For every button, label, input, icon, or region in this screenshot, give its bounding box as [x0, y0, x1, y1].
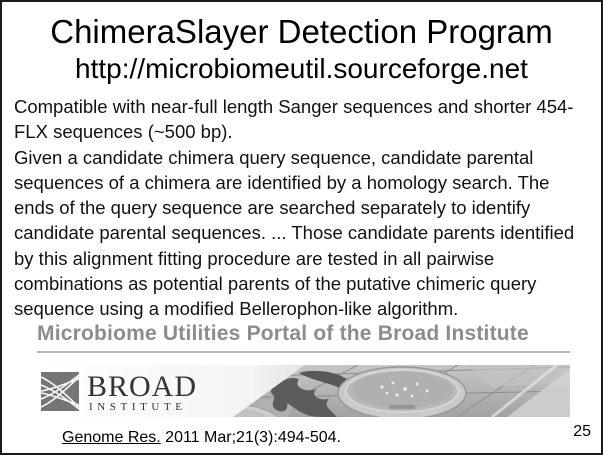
body-text — [14, 94, 599, 322]
body-line: sequence using a modified Bellerophon-like algorithm. — [14, 298, 459, 320]
body-line: FLX sequences (~500 bp). — [14, 121, 233, 143]
slide-subtitle-url: http://microbiomeutil.sourceforge.net — [75, 53, 528, 84]
body-line: sequences of a chimera are identified by a homology search. The — [14, 171, 550, 193]
citation — [62, 429, 341, 447]
broad-institute-banner-image — [37, 365, 570, 417]
broad-logo-icon — [41, 372, 79, 411]
body-line: combinations as potential parents of the putative chimeric query — [14, 273, 537, 295]
body-line: candidate parental sequences. ... Those candidate parents identified — [14, 222, 575, 244]
broad-logo-wordmark: BROAD — [87, 370, 198, 403]
body-line: by this alignment fitting procedure are tested in all pairwise — [14, 247, 495, 269]
citation-details: 2011 Mar;21(3):494-504. — [160, 429, 341, 446]
citation-journal: Genome Res. — [62, 429, 161, 446]
broad-logo-subtext: INSTITUTE — [89, 401, 187, 413]
body-line: Given a candidate chimera query sequence, candidate parental — [14, 146, 534, 168]
body-line: Compatible with near-full length Sanger sequences and shorter 454- — [14, 96, 574, 117]
banner-art — [37, 365, 570, 417]
portal-heading: Microbiome Utilities Portal of the Broad Institute — [37, 322, 529, 345]
portal-heading-rule — [37, 351, 570, 353]
page-number: 25 — [573, 423, 591, 440]
slide-title: ChimeraSlayer Detection Program — [50, 13, 553, 50]
body-line: ends of the query sequence are searched separately to identify — [14, 197, 531, 219]
